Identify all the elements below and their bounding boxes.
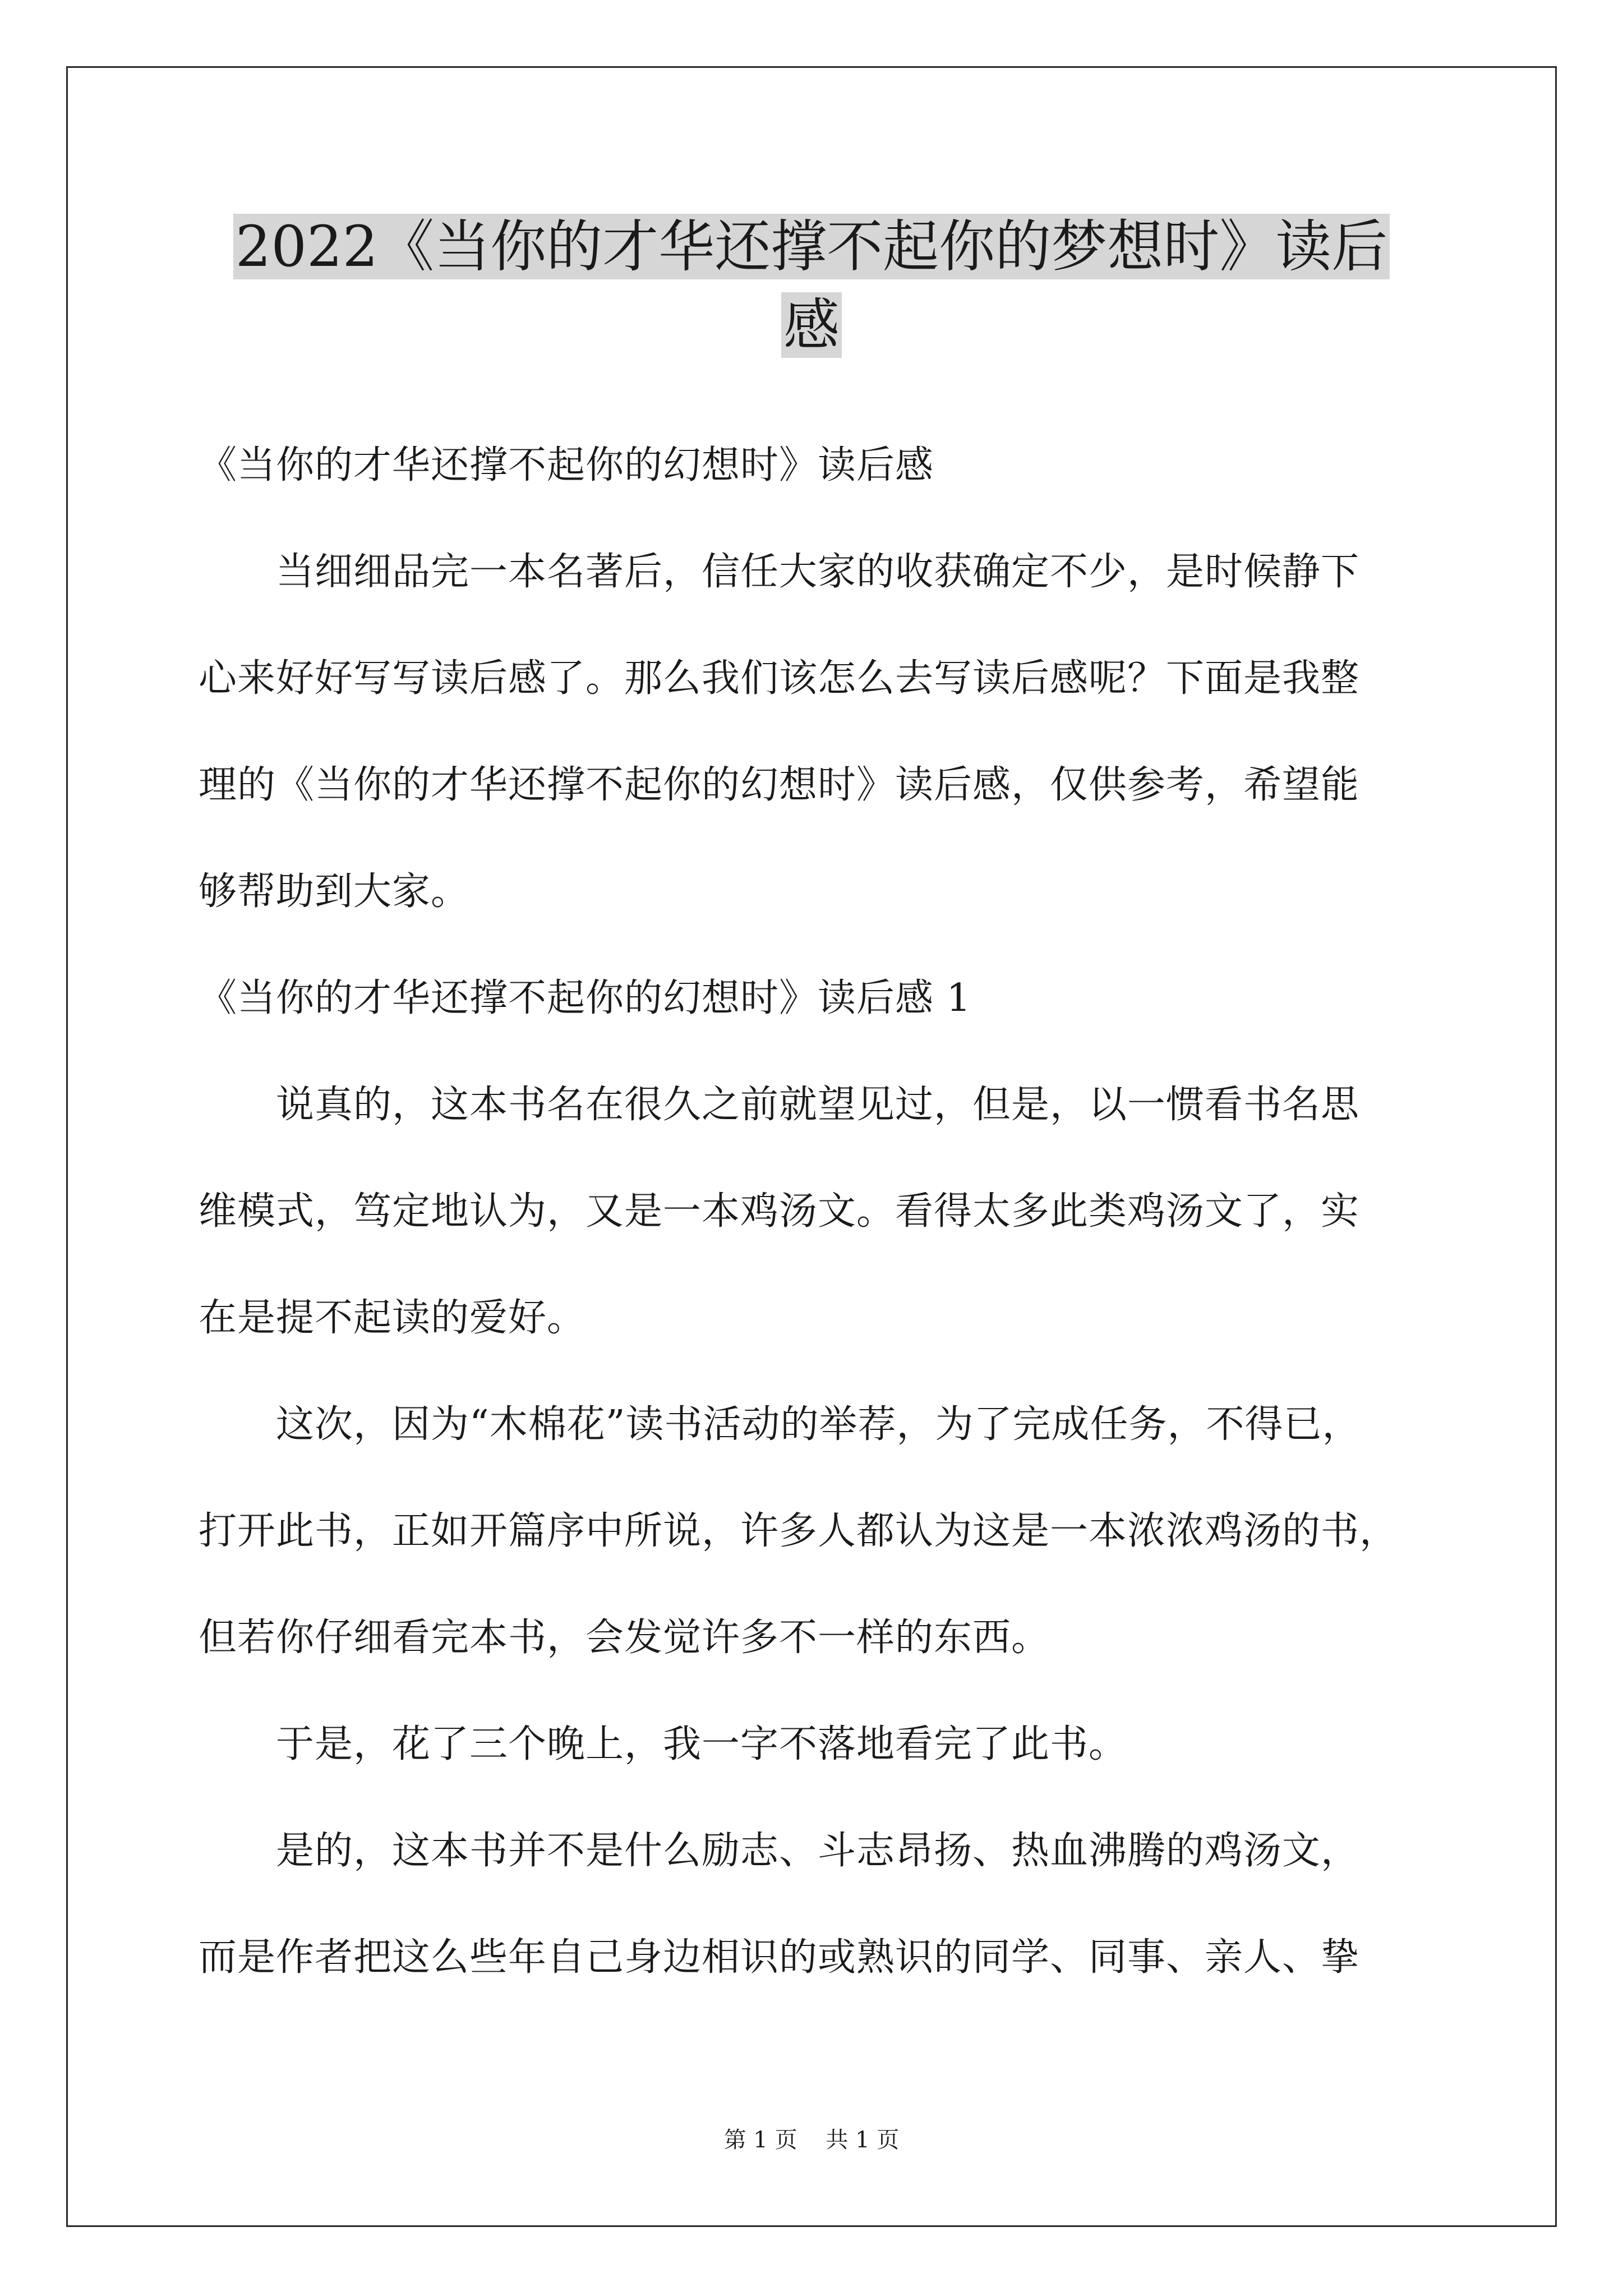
title-line-1: 2022《当你的才华还撑不起你的梦想时》读后	[233, 214, 1390, 279]
title-line-2: 感	[781, 292, 842, 358]
document-title-continued	[0, 289, 1623, 362]
text-line: 够帮助到大家。	[199, 869, 470, 914]
text-line: 维模式，笃定地认为，又是一本鸡汤文。看得太多此类鸡汤文了，实	[199, 1189, 1360, 1234]
text-line: 是的，这本书并不是什么励志、斗志昂扬、热血沸腾的鸡汤文，	[199, 1829, 1360, 1873]
page-footer: 第 1 页 共 1 页	[723, 2127, 900, 2153]
subtitle-line: 《当你的才华还撑不起你的幻想时》读后感	[199, 443, 934, 487]
text-line: 于是，花了三个晚上，我一字不落地看完了此书。	[199, 1722, 1128, 1766]
text-line: 这次，因为“木棉花”读书活动的举荐，为了完成任务，不得已，	[199, 1402, 1361, 1447]
section-heading: 《当你的才华还撑不起你的幻想时》读后感 1	[199, 976, 971, 1020]
text-line: 当细细品完一本名著后，信任大家的收获确定不少，是时候静下	[199, 550, 1360, 594]
text-line: 打开此书，正如开篇序中所说，许多人都认为这是一本浓浓鸡汤的书，	[199, 1509, 1399, 1553]
text-line: 在是提不起读的爱好。	[199, 1296, 586, 1340]
text-line: 但若你仔细看完本书，会发觉许多不一样的东西。	[199, 1616, 1050, 1660]
text-line: 理的《当你的才华还撑不起你的幻想时》读后感，仅供参考，希望能	[199, 763, 1360, 807]
text-line: 而是作者把这么些年自己身边相识的或熟识的同学、同事、亲人、挚	[199, 1935, 1360, 1980]
text-line: 说真的，这本书名在很久之前就望见过，但是，以一惯看书名思	[199, 1083, 1360, 1127]
page-border	[66, 66, 1557, 2227]
text-line: 心来好好写写读后感了。那么我们该怎么去写读后感呢？下面是我整	[199, 656, 1360, 701]
document-title	[0, 210, 1623, 283]
